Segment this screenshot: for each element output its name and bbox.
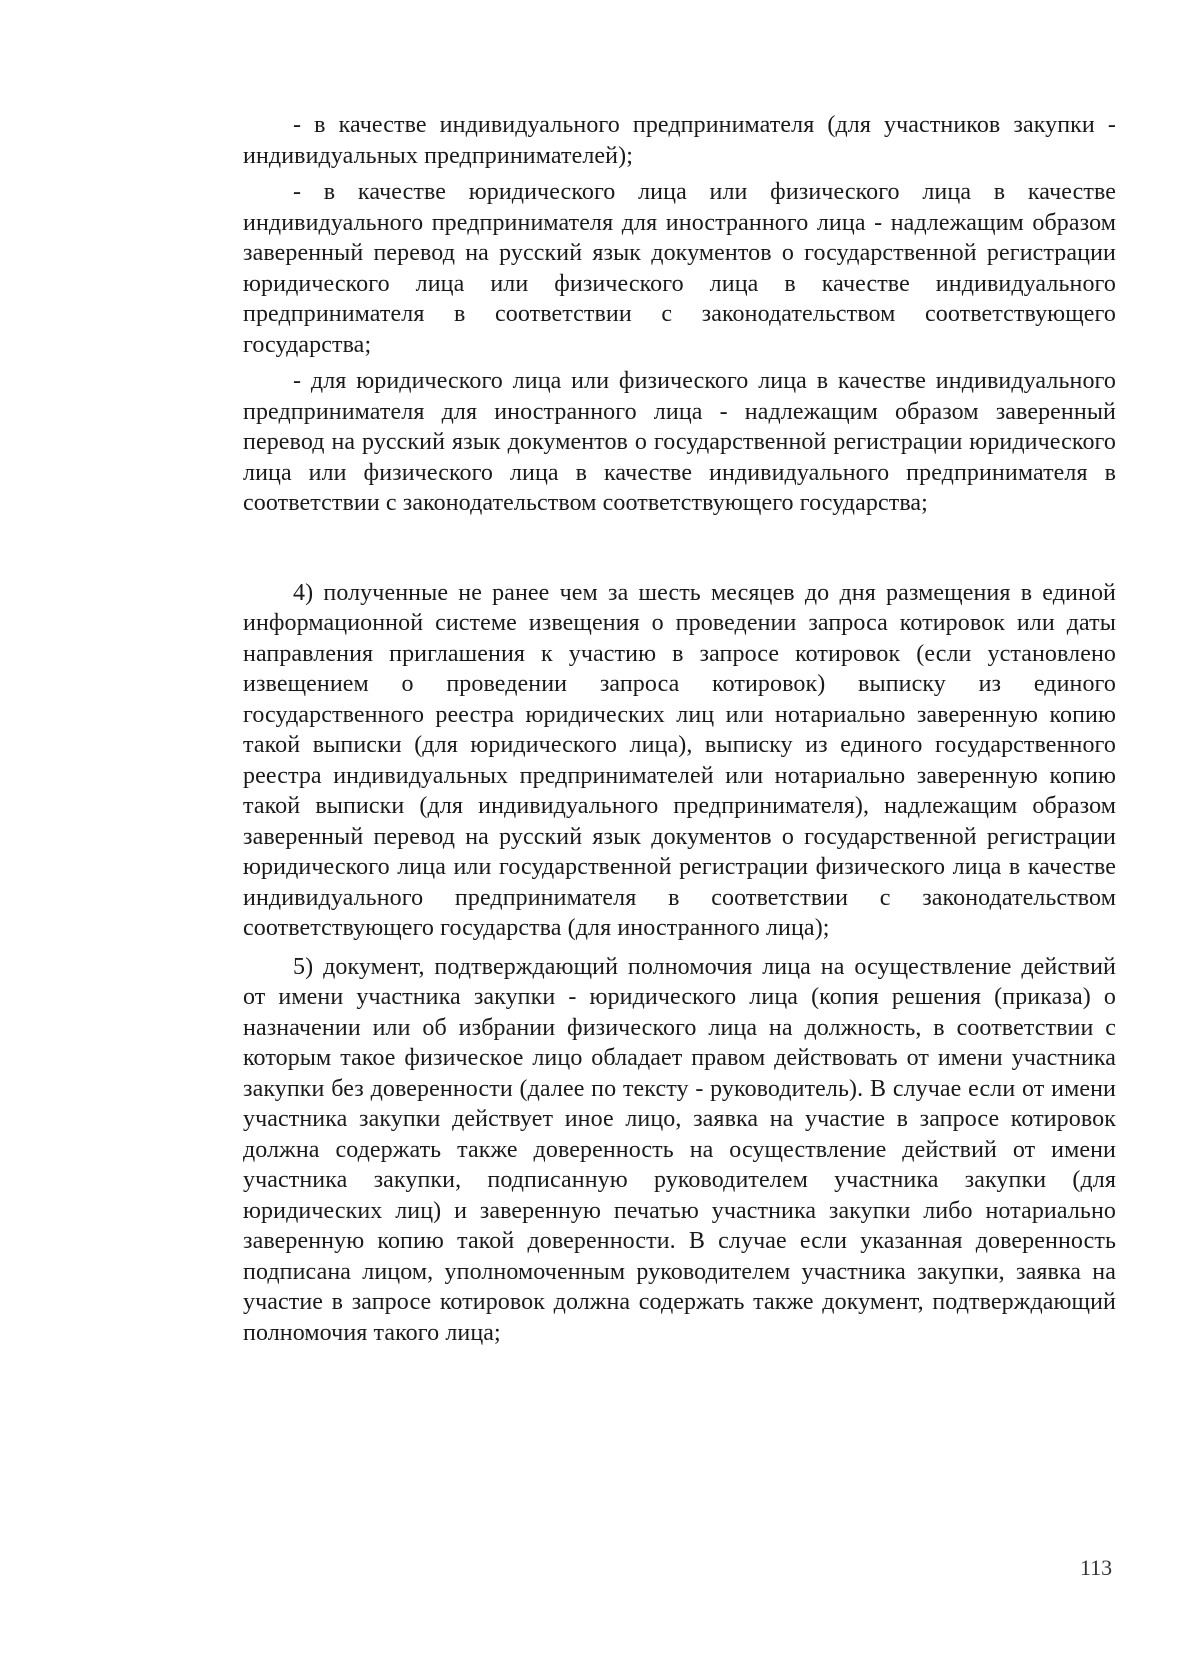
document-body: [243, 110, 1116, 1348]
paragraph-item-5-authority-document: 5) документ, подтверждающий полномочия лица на осуществление действий от имени участника закупки - юридического лица (копия решения (приказа) о назначении или об избрании физического лица на должность, в соответствии с которым такое физическое лицо обладает правом действовать от имени участника закупки без доверенности (далее по тексту - руководитель). В случае если от имени участника закупки действует иное лицо, заявка на участие в запросе котировок должна содержать также доверенность на осуществление действий от имени участника закупки, подписанную руководителем участника закупки (для юридических лиц) и заверенную печатью участника закупки либо нотариально заверенную копию такой доверенности. В случае если указанная доверенность подписана лицом, уполномоченным руководителем участника закупки, заявка на участие в запросе котировок должна содержать также документ, подтверждающий полномочия такого лица;: [243, 953, 1116, 1346]
paragraph-foreign-entity-registration: - в качестве юридического лица или физического лица в качестве индивидуального предпринимателя для иностранного лица - надлежащим образом заверенный перевод на русский язык документов о государственной регистрации юридического лица или физического лица в качестве индивидуального предпринимателя в соответствии с законодательством соответствующего государства;: [243, 179, 1116, 358]
page-number: 113: [1080, 1555, 1113, 1580]
paragraph-foreign-entity-registration-repeat: - для юридического лица или физического лица в качестве индивидуального предпринимателя для иностранного лица - надлежащим образом заверенный перевод на русский язык документов о государственной регистрации юридического лица или физического лица в качестве индивидуального предпринимателя в соответствии с законодательством соответствующего государства;: [243, 368, 1116, 516]
paragraph-item-4-register-extract: 4) полученные не ранее чем за шесть месяцев до дня размещения в единой информационной системе извещения о проведении запроса котировок или даты направления приглашения к участию в запросе котировок (если установлено извещением о проведении запроса котировок) выписку из единого государственного реестра юридических лиц или нотариально заверенную копию такой выписки (для юридического лица), выписку из единого государственного реестра индивидуальных предпринимателей или нотариально заверенную копию такой выписки (для индивидуального предпринимателя), надлежащим образом заверенный перевод на русский язык документов о государственной регистрации юридического лица или государственной регистрации физического лица в качестве индивидуального предпринимателя в соответствии с законодательством соответствующего государства (для иностранного лица);: [243, 579, 1116, 941]
paragraph-entrepreneur-bullet: - в качестве индивидуального предпринимателя (для участников закупки - индивидуальных предпринимателей);: [243, 112, 1116, 169]
